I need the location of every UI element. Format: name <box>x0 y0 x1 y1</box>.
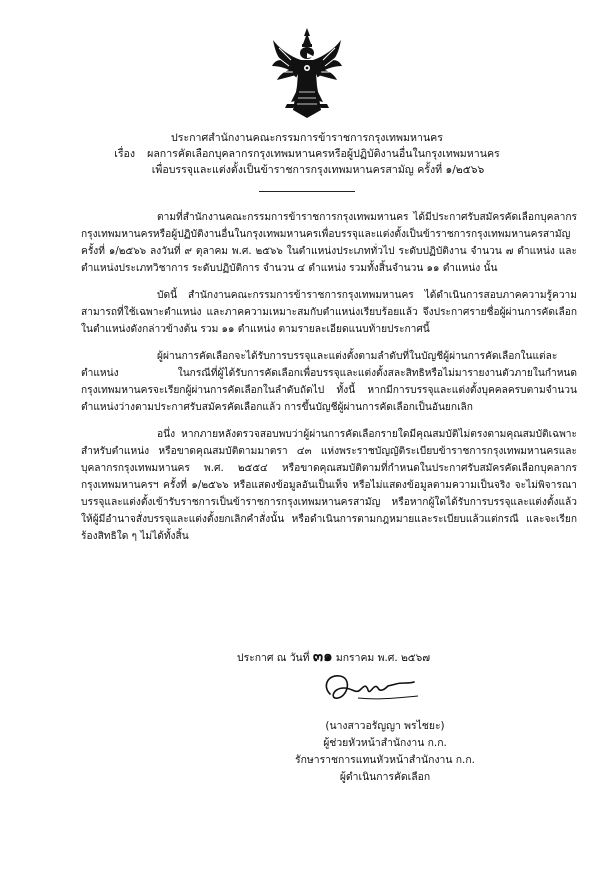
signatory-name: (นางสาวอรัญญา พรไชยะ) <box>325 720 445 732</box>
paragraph-appointment: ผู้ผ่านการคัดเลือกจะได้รับการบรรจุและแต่งตั้งตามลำดับที่ในบัญชีผู้ผ่านการคัดเลือกในแต่ละตำแหน่ง ในกรณีที่ผู้ได้รับการคัดเลือกเพื่อบรรจุและแต่งตั้งสละสิทธิหรือไม่มารายงานตัวภายในกำหนด กรุงเทพมหานครจะเรียกผู้ผ่านการคัดเลือกในลำดับถัดไป ทั้งนี้ หากมีการบรรจุและแต่งตั้งบุคคลครบตามจำนวนตำแหน่งว่างตามประกาศรับสมัครคัดเลือกแล้ว การขึ้นบัญชีผู้ผ่านการคัดเลือกเป็นอันยกเลิก <box>81 351 577 413</box>
announcement-date <box>237 648 430 667</box>
subject-label: เรื่อง <box>114 148 136 160</box>
signatory-position-2: รักษาราชการแทนหัวหน้าสำนักงาน ก.ก. <box>295 754 475 766</box>
garuda-emblem <box>271 26 343 124</box>
handwritten-signature <box>318 668 428 708</box>
paragraph-conditions: อนึ่ง หากภายหลังตรวจสอบพบว่าผู้ผ่านการคัดเลือกรายใดมีคุณสมบัติไม่ตรงตามคุณสมบัติเฉพาะสำหรับตำแหน่ง หรือขาดคุณสมบัติตามมาตรา ๔๓ แห่งพระราชบัญญัติระเบียบข้าราชการกรุงเทพมหานครและบุคลากรกรุงเทพมหานคร พ.ศ. ๒๕๕๔ หรือขาดคุณสมบัติตามที่กำหนดในประกาศรับสมัครคัดเลือกบุคลากรกรุงเทพมหานครฯ ครั้งที่ ๑/๒๕๖๖ หรือแสดงข้อมูลอันเป็นเท็จ หรือไม่แสดงข้อมูลตามความเป็นจริง จะไม่พิจารณาบรรจุและแต่งตั้งเข้ารับราชการเป็นข้าราชการกรุงเทพมหานครสามัญ หรือหากผู้ใดได้รับการบรรจุและแต่งตั้งแล้ว ให้ผู้มีอำนาจสั่งบรรจุและแต่งตั้งยกเลิกคำสั่งนั้น หรือดำเนินการตามกฎหมายและระเบียบแล้วแต่กรณี และจะเรียกร้องสิทธิใด ๆ ไม่ได้ทั้งสิ้น <box>81 429 577 542</box>
announcement-header <box>0 130 614 178</box>
announcement-body <box>81 209 577 555</box>
date-year: พ.ศ. ๒๕๖๗ <box>377 652 431 664</box>
subject-text-continued: เพื่อบรรจุและแต่งตั้งเป็นข้าราชการกรุงเทพมหานครสามัญ ครั้งที่ ๑/๒๕๖๖ <box>151 164 485 176</box>
date-month: มกราคม <box>335 652 375 664</box>
paragraph-results: บัดนี้ สำนักงานคณะกรรมการข้าราชการกรุงเทพมหานคร ได้ดำเนินการสอบภาคความรู้ความสามารถที่ใช้เฉพาะตำแหน่ง และภาคความเหมาะสมกับตำแหน่งเรียบร้อยแล้ว จึงประกาศรายชื่อผู้ผ่านการคัดเลือกในตำแหน่งดังกล่าวข้างต้น รวม ๑๑ ตำแหน่ง ตามรายละเอียดแนบท้ายประกาศนี้ <box>81 290 577 335</box>
paragraph-background: ตามที่สำนักงานคณะกรรมการข้าราชการกรุงเทพมหานคร ได้มีประกาศรับสมัครคัดเลือกบุคลากรกรุงเทพมหานครหรือผู้ปฏิบัติงานอื่นในกรุงเทพมหานครเพื่อบรรจุและแต่งตั้งเป็นข้าราชการกรุงเทพมหานครสามัญ ครั้งที่ ๑/๒๕๖๖ ลงวันที่ ๙ ตุลาคม พ.ศ. ๒๕๖๖ ในตำแหน่งประเภททั่วไป ระดับปฏิบัติงาน จำนวน ๗ ตำแหน่ง และตำแหน่งประเภทวิชาการ ระดับปฏิบัติการ จำนวน ๔ ตำแหน่ง รวมทั้งสิ้นจำนวน ๑๑ ตำแหน่ง นั้น <box>81 212 577 274</box>
subject-text: ผลการคัดเลือกบุคลากรกรุงเทพมหานครหรือผู้ปฏิบัติงานอื่นในกรุงเทพมหานคร <box>147 148 500 160</box>
date-day: ๓๑ <box>312 647 333 665</box>
announcement-issuer: ประกาศสำนักงานคณะกรรมการข้าราชการกรุงเทพมหานคร <box>171 132 443 144</box>
signatory-position-3: ผู้ดำเนินการคัดเลือก <box>339 771 431 783</box>
announcement-subject <box>0 146 614 162</box>
signatory-block <box>260 718 510 786</box>
header-divider <box>259 191 355 192</box>
date-prefix: ประกาศ ณ วันที่ <box>237 652 310 664</box>
signatory-position-1: ผู้ช่วยหัวหน้าสำนักงาน ก.ก. <box>323 737 447 749</box>
